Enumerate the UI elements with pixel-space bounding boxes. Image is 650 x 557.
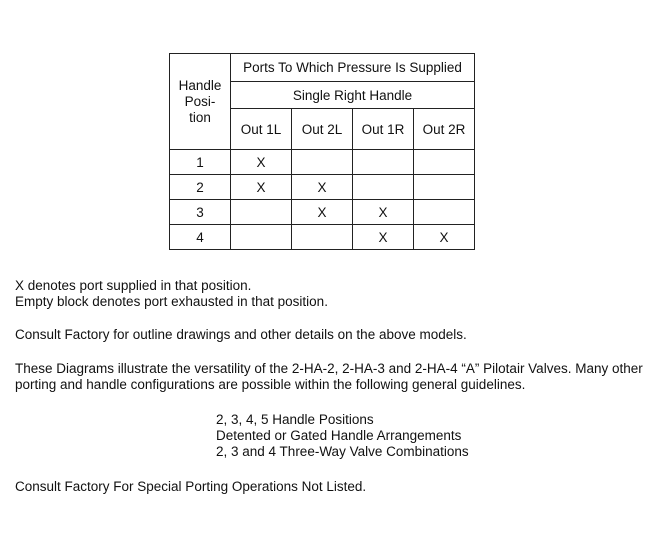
port-cell	[292, 150, 353, 175]
port-cell: X	[353, 225, 414, 250]
port-cell: X	[292, 175, 353, 200]
legend-exhausted-note: Empty block denotes port exhausted in that position.	[15, 294, 328, 309]
ports-header: Ports To Which Pressure Is Supplied	[231, 54, 475, 82]
special-porting-note: Consult Factory For Special Porting Operations Not Listed.	[15, 479, 367, 494]
handle-header-line-2: Posi-	[184, 93, 216, 109]
port-cell	[231, 225, 292, 250]
single-right-handle-header: Single Right Handle	[231, 82, 475, 109]
port-cell	[292, 225, 353, 250]
handle-position-header	[170, 54, 231, 150]
table-row	[170, 200, 475, 225]
position-cell: 4	[170, 225, 231, 250]
port-cell: X	[231, 150, 292, 175]
guideline-item: 2, 3, 4, 5 Handle Positions	[216, 412, 374, 427]
table-row	[170, 225, 475, 250]
port-cell	[231, 200, 292, 225]
porting-table	[169, 53, 475, 250]
port-cell: X	[353, 200, 414, 225]
port-cell	[414, 175, 475, 200]
guideline-item: Detented or Gated Handle Arrangements	[216, 428, 462, 443]
diagrams-paragraph-line-1: These Diagrams illustrate the versatility of the 2-HA-2, 2-HA-3 and 2-HA-4 “A” Pilotair Valves. Many other	[15, 361, 643, 376]
diagrams-paragraph-line-2: porting and handle configurations are possible within the following general guidelines.	[15, 377, 526, 392]
guideline-item: 2, 3 and 4 Three-Way Valve Combinations	[216, 444, 469, 459]
handle-header-line-1: Handle	[178, 77, 222, 93]
column-header-out-1r: Out 1R	[353, 109, 414, 150]
column-header-out-2l: Out 2L	[292, 109, 353, 150]
position-cell: 3	[170, 200, 231, 225]
handle-header-line-3: tion	[189, 109, 211, 125]
table-row	[170, 150, 475, 175]
column-header-out-1l: Out 1L	[231, 109, 292, 150]
port-cell	[353, 150, 414, 175]
port-cell: X	[414, 225, 475, 250]
position-cell: 2	[170, 175, 231, 200]
table-row	[170, 175, 475, 200]
port-cell	[414, 200, 475, 225]
port-cell	[414, 150, 475, 175]
port-cell: X	[231, 175, 292, 200]
port-cell	[353, 175, 414, 200]
port-cell: X	[292, 200, 353, 225]
consult-outline-note: Consult Factory for outline drawings and other details on the above models.	[15, 327, 467, 342]
legend-supplied-note: X denotes port supplied in that position.	[15, 278, 252, 293]
column-header-out-2r: Out 2R	[414, 109, 475, 150]
position-cell: 1	[170, 150, 231, 175]
